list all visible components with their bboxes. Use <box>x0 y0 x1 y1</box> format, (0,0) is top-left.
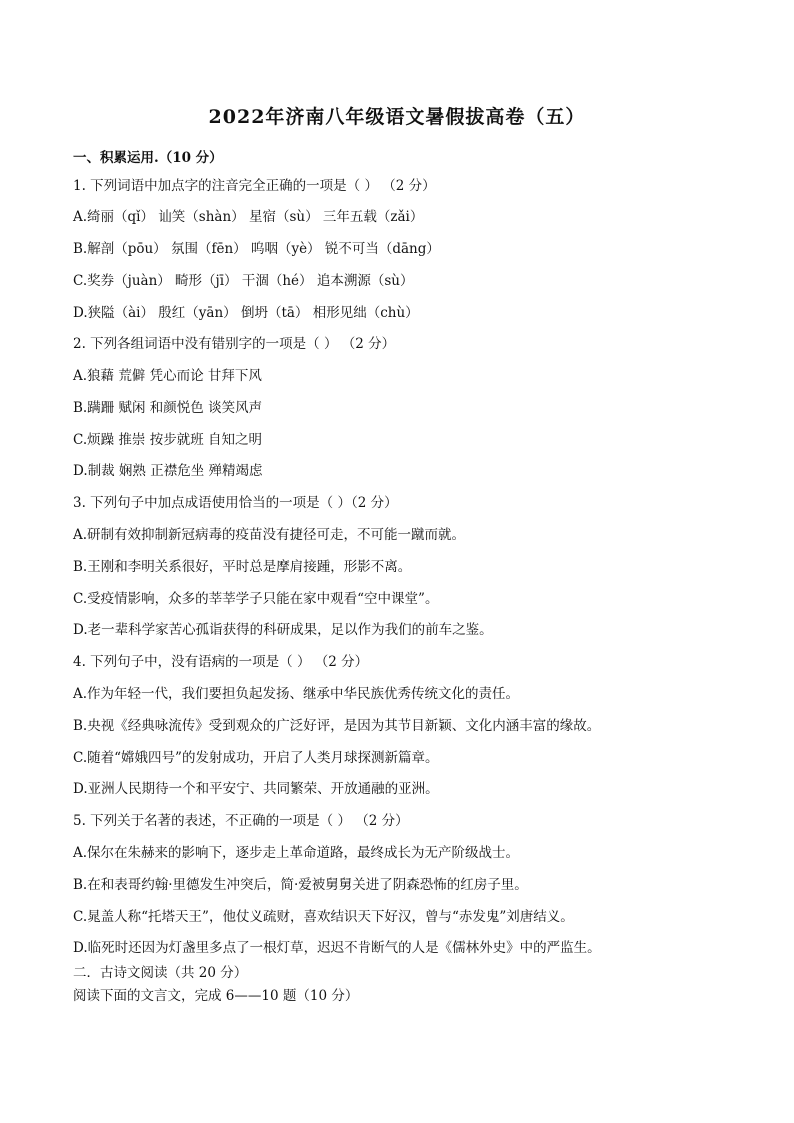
question-2-option-a: A.狼藉 荒僻 凭心而论 甘拜下风 <box>73 368 262 384</box>
question-4-option-c: C.随着“嫦娥四号”的发射成功，开启了人类月球探测新篇章。 <box>73 750 439 766</box>
question-2-option-b: B.蹒跚 赋闲 和颜悦色 谈笑风声 <box>73 400 263 416</box>
exam-title: 2022年济南八年级语文暑假拔高卷（五） <box>208 106 586 128</box>
question-3-stem: 3. 下列句子中加点成语使用恰当的一项是（ ）（2 分） <box>73 495 398 511</box>
question-2-stem: 2. 下列各组词语中没有错别字的一项是（ ） （2 分） <box>73 336 396 352</box>
question-1-option-d: D.狭隘（ài） 殷红（yān） 倒坍（tā） 相形见绌（chù） <box>73 305 419 321</box>
question-3-option-c: C.受疫情影响，众多的莘莘学子只能在家中观看“空中课堂”。 <box>73 591 439 607</box>
reading-instructions: 阅读下面的文言文，完成 6——10 题（10 分） <box>73 988 359 1004</box>
question-4-option-d: D.亚洲人民期待一个和平安宁、共同繁荣、开放通融的亚洲。 <box>73 781 439 797</box>
question-1-option-c: C.奖券（juàn） 畸形（jī） 干涸（hé） 追本溯源（sù） <box>73 273 414 289</box>
question-5-option-d: D.临死时还因为灯盏里多点了一根灯草，迟迟不肯断气的人是《儒林外史》中的严监生。 <box>73 940 601 956</box>
section-heading-2: 二．古诗文阅读（共 20 分） <box>73 965 248 981</box>
section-heading-1: 一、积累运用.（10 分） <box>73 150 223 166</box>
question-2-option-c: C.烦躁 推崇 按步就班 自知之明 <box>73 432 263 448</box>
question-4-option-a: A.作为年轻一代，我们要担负起发扬、继承中华民族优秀传统文化的责任。 <box>73 686 520 702</box>
question-3-option-a: A.研制有效抑制新冠病毒的疫苗没有捷径可走，不可能一蹴而就。 <box>73 527 466 543</box>
question-5-option-c: C.晁盖人称“托塔天王”，他仗义疏财，喜欢结识天下好汉，曾与“赤发鬼”刘唐结义。 <box>73 909 574 925</box>
question-4-stem: 4. 下列句子中，没有语病的一项是（ ） （2 分） <box>73 654 369 670</box>
question-5-stem: 5. 下列关于名著的表述，不正确的一项是（ ） （2 分） <box>73 813 409 829</box>
question-1-stem: 1. 下列词语中加点字的注音完全正确的一项是（ ） （2 分） <box>73 178 436 194</box>
question-3-option-d: D.老一辈科学家苦心孤诣获得的科研成果，足以作为我们的前车之鉴。 <box>73 622 493 638</box>
question-5-option-a: A.保尔在朱赫来的影响下，逐步走上革命道路，最终成长为无产阶级战士。 <box>73 845 520 861</box>
question-2-option-d: D.制裁 娴熟 正襟危坐 殚精竭虑 <box>73 463 263 479</box>
question-3-option-b: B.王刚和李明关系很好，平时总是摩肩接踵，形影不离。 <box>73 559 412 575</box>
question-4-option-b: B.央视《经典咏流传》受到观众的广泛好评，是因为其节目新颖、文化内涵丰富的缘故。 <box>73 718 601 734</box>
question-1-option-a: A.绮丽（qǐ） 讪笑（shàn） 星宿（sù） 三年五载（zǎi） <box>73 209 424 225</box>
question-1-option-b: B.解剖（pōu） 氛围（fēn） 呜咽（yè） 锐不可当（dāng） <box>73 241 440 257</box>
question-5-option-b: B.在和表哥约翰·里德发生冲突后，简·爱被舅舅关进了阴森恐怖的红房子里。 <box>73 877 528 893</box>
